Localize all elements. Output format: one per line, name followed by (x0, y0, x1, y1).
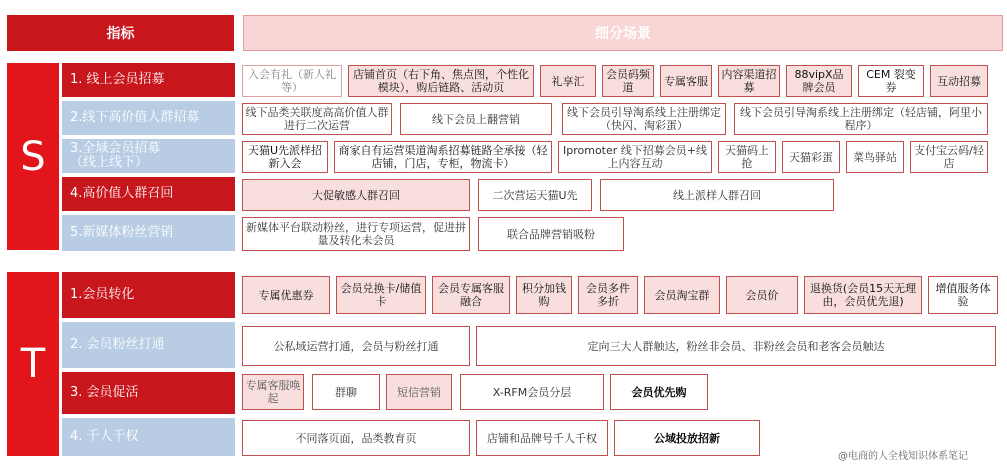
scenario-cell: 专属客服唤起 (242, 374, 304, 410)
scenario-cell: 公域投放招新 (614, 420, 760, 456)
scenario-cell: 专属优惠券 (242, 276, 330, 314)
scenario-cell: 线下会员引导淘系线上注册绑定（轻店铺，阿里小程序） (734, 103, 988, 135)
scenario-cell: 积分加钱购 (516, 276, 572, 314)
scenario-cell: 88vipX品牌会员 (786, 65, 852, 97)
scenario-cell: 线下品类关联度高高价值人群 进行二次运营 (242, 103, 392, 135)
scenario-cell: 二次营运天猫U先 (478, 179, 592, 211)
scenario-cell: 商家自有运营渠道淘系招募链路全承接（轻店铺，门店，专柜，物流卡） (334, 141, 552, 173)
scenario-cell: 短信营销 (386, 374, 452, 410)
row-label-s1: 1. 线上会员招募 (62, 63, 235, 97)
scenario-cell: 群聊 (312, 374, 380, 410)
scenario-cell: 退换货(会员15天无理由，会员优先退) (804, 276, 922, 314)
row-label-s3: 3.全域会员招募 （线上线下） (62, 139, 235, 173)
row-label-t1: 1.会员转化 (62, 272, 235, 318)
scenario-cell: 定向三大人群触达，粉丝非会员、非粉丝会员和老客会员触达 (476, 326, 996, 366)
scenario-cell: 内容渠道招募 (718, 65, 780, 97)
scenario-cell: 天猫彩蛋 (782, 141, 840, 173)
scenario-cell: 会员多件多折 (578, 276, 638, 314)
row-label-s4: 4.高价值人群召回 (62, 177, 235, 211)
scenario-cell: 增值服务体验 (928, 276, 998, 314)
scenario-cell: 天猫U先派样招新入会 (242, 141, 328, 173)
row-label-t2: 2. 会员粉丝打通 (62, 322, 235, 368)
scenario-cell: CEM 裂变券 (858, 65, 924, 97)
scenario-cell: 会员兑换卡/储值卡 (336, 276, 426, 314)
scenario-cell: 店铺首页（右下角、焦点图，个性化模块），购后链路、活动页 (348, 65, 534, 97)
scenario-cell: 公私域运营打通，会员与粉丝打通 (242, 326, 470, 366)
row-label-s5: 5.新媒体粉丝营销 (62, 215, 235, 251)
scenario-cell: 新媒体平台联动粉丝，进行专项运营，促进拼量及转化未会员 (242, 217, 470, 251)
scenario-cell: 线下会员上翻营销 (400, 103, 552, 135)
scenario-cell: 入会有礼（新人礼等） (242, 65, 342, 97)
scenario-cell: 天猫码上抢 (718, 141, 776, 173)
header-metric: 指标 (7, 15, 234, 51)
scenario-cell: 店铺和品牌号千人千权 (476, 420, 608, 456)
scenario-cell: Ipromoter 线下招募会员+线上内容互动 (558, 141, 712, 173)
row-label-s2: 2.线下高价值人群招募 (62, 101, 235, 135)
scenario-cell: 菜鸟驿站 (846, 141, 904, 173)
scenario-cell: 线下会员引导淘系线上注册绑定（快闪、淘彩蛋） (562, 103, 726, 135)
scenario-cell: 联合品牌营销吸粉 (478, 217, 624, 251)
scenario-cell: 专属客服 (660, 65, 712, 97)
letter-t: T (7, 272, 59, 456)
scenario-cell: 会员淘宝群 (644, 276, 720, 314)
scenario-cell: 大促敏感人群召回 (242, 179, 470, 211)
watermark: @电商的人全栈知识体系笔记 (838, 451, 968, 462)
scenario-cell: 会员优先购 (610, 374, 708, 410)
scenario-cell: 会员码频道 (602, 65, 654, 97)
header-scenario: 细分场景 (243, 15, 1003, 51)
row-label-t3: 3. 会员促活 (62, 372, 235, 414)
scenario-cell: 不同落页面，品类教育页 (242, 420, 470, 456)
scenario-cell: 会员专属客服融合 (432, 276, 510, 314)
scenario-cell: X-RFM会员分层 (460, 374, 604, 410)
letter-s: S (7, 63, 59, 250)
scenario-cell: 会员价 (726, 276, 798, 314)
scenario-cell: 礼享汇 (540, 65, 596, 97)
scenario-cell: 线上派样人群召回 (600, 179, 834, 211)
scenario-cell: 互动招募 (930, 65, 988, 97)
row-label-t4: 4. 千人千权 (62, 418, 235, 456)
scenario-cell: 支付宝云码/轻店 (910, 141, 988, 173)
